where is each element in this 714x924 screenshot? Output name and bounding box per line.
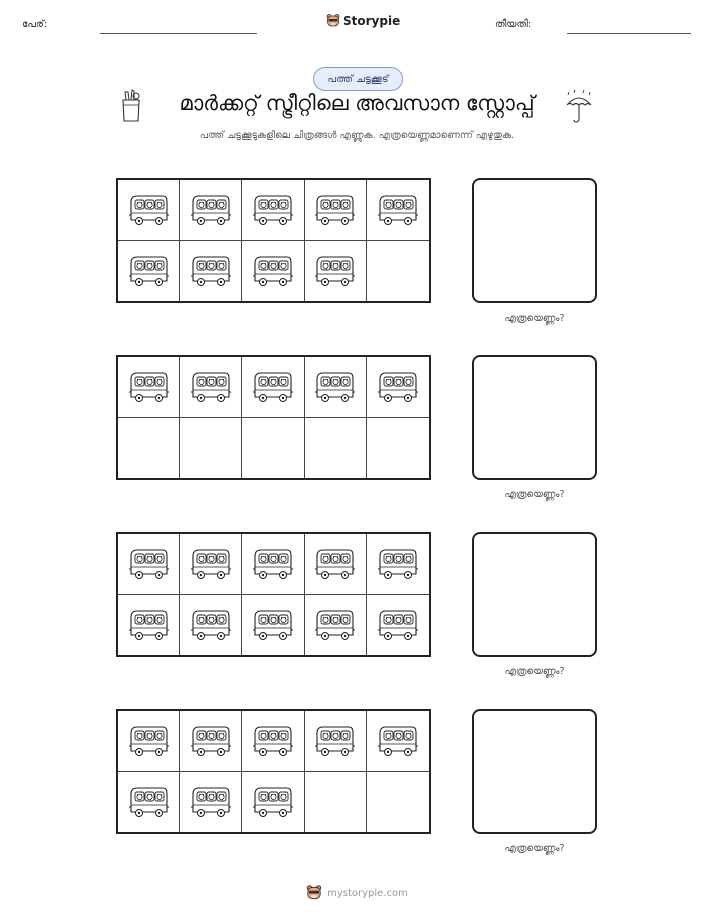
- bus-with-animals-icon: [128, 724, 170, 758]
- bus-with-animals-icon: [252, 608, 294, 642]
- frame-cell: [305, 772, 367, 833]
- bus-with-animals-icon: [190, 724, 232, 758]
- bus-with-animals-icon: [190, 193, 232, 227]
- storypie-mascot-icon: [306, 884, 322, 902]
- frame-cell: [305, 711, 367, 772]
- frame-cell: [367, 241, 429, 302]
- frame-cell: [242, 711, 304, 772]
- brand-logo: [326, 13, 400, 29]
- bus-with-animals-icon: [314, 193, 356, 227]
- frame-cell: [367, 595, 429, 656]
- how-many-label-3: എത്രയെണ്ണം?: [504, 666, 565, 677]
- frame-cell: [118, 772, 180, 833]
- bus-with-animals-icon: [128, 785, 170, 819]
- frame-cell: [305, 595, 367, 656]
- bus-with-animals-icon: [314, 254, 356, 288]
- date-line[interactable]: [567, 33, 691, 34]
- how-many-label-4: എത്രയെണ്ണം?: [504, 843, 565, 854]
- bus-with-animals-icon: [252, 254, 294, 288]
- how-many-label-1: എത്രയെണ്ണം?: [504, 313, 565, 324]
- bus-with-animals-icon: [314, 724, 356, 758]
- storypie-mascot-icon: [326, 13, 340, 29]
- frame-cell: [118, 241, 180, 302]
- frame-cell: [118, 534, 180, 595]
- bus-with-animals-icon: [314, 608, 356, 642]
- answer-box-1[interactable]: [472, 178, 597, 303]
- answer-box-3[interactable]: [472, 532, 597, 657]
- frame-cell: [180, 711, 242, 772]
- frame-cell: [367, 711, 429, 772]
- frame-cell: [242, 534, 304, 595]
- frame-cell: [242, 180, 304, 241]
- bus-with-animals-icon: [252, 370, 294, 404]
- frame-cell: [180, 595, 242, 656]
- instructions: പത്ത് ചട്ടക്കൂടുകളിലെ ചിത്രങ്ങൾ എണ്ണുക. എത്രയെണ്ണമാണെന്ന് എഴുതുക.: [199, 130, 515, 141]
- ten-frame-4: [116, 709, 431, 834]
- frame-cell: [305, 180, 367, 241]
- bus-with-animals-icon: [377, 193, 419, 227]
- frame-cell: [118, 595, 180, 656]
- bus-with-animals-icon: [314, 370, 356, 404]
- frame-cell: [367, 180, 429, 241]
- frame-cell: [118, 711, 180, 772]
- bus-with-animals-icon: [252, 193, 294, 227]
- bus-with-animals-icon: [190, 785, 232, 819]
- frame-cell: [180, 241, 242, 302]
- bus-with-animals-icon: [252, 547, 294, 581]
- bus-with-animals-icon: [314, 547, 356, 581]
- frame-cell: [180, 772, 242, 833]
- umbrella-rain-icon: [564, 89, 594, 125]
- frame-cell: [180, 534, 242, 595]
- worksheet-type-badge: പത്ത് ചട്ടക്കൂട്: [313, 67, 403, 91]
- frame-cell: [118, 357, 180, 418]
- bus-with-animals-icon: [190, 608, 232, 642]
- bus-with-animals-icon: [252, 724, 294, 758]
- frame-cell: [118, 180, 180, 241]
- frame-cell: [180, 357, 242, 418]
- frame-cell: [242, 357, 304, 418]
- bus-with-animals-icon: [377, 547, 419, 581]
- name-label: പേര്:: [22, 19, 48, 30]
- frame-cell: [305, 241, 367, 302]
- bus-with-animals-icon: [128, 547, 170, 581]
- bus-with-animals-icon: [377, 724, 419, 758]
- bus-with-animals-icon: [128, 608, 170, 642]
- page-title: മാർക്കറ്റ് സ്ട്രീറ്റിലെ അവസാന സ്റ്റോപ്പ്: [179, 91, 535, 115]
- brand-name: Storypie: [343, 14, 401, 28]
- frame-cell: [180, 180, 242, 241]
- bus-with-animals-icon: [252, 785, 294, 819]
- frame-cell: [305, 418, 367, 479]
- frame-cell: [305, 534, 367, 595]
- date-label: തീയതി:: [495, 19, 532, 30]
- how-many-label-2: എത്രയെണ്ണം?: [504, 489, 565, 500]
- ten-frame-3: [116, 532, 431, 657]
- frame-cell: [367, 534, 429, 595]
- frame-cell: [242, 595, 304, 656]
- answer-box-2[interactable]: [472, 355, 597, 480]
- bus-with-animals-icon: [377, 370, 419, 404]
- frame-cell: [180, 418, 242, 479]
- frame-cell: [367, 357, 429, 418]
- bus-with-animals-icon: [377, 608, 419, 642]
- frame-cell: [367, 418, 429, 479]
- footer: [0, 884, 714, 902]
- footer-url[interactable]: mystorypie.com: [327, 887, 408, 899]
- frame-cell: [118, 418, 180, 479]
- bus-with-animals-icon: [128, 370, 170, 404]
- frame-cell: [242, 772, 304, 833]
- ten-frame-1: [116, 178, 431, 303]
- name-line[interactable]: [100, 33, 257, 34]
- bus-with-animals-icon: [190, 547, 232, 581]
- frame-cell: [242, 418, 304, 479]
- answer-box-4[interactable]: [472, 709, 597, 834]
- frame-cell: [242, 241, 304, 302]
- ten-frame-2: [116, 355, 431, 480]
- bus-with-animals-icon: [190, 370, 232, 404]
- bus-with-animals-icon: [128, 193, 170, 227]
- frame-cell: [367, 772, 429, 833]
- bus-with-animals-icon: [128, 254, 170, 288]
- frame-cell: [305, 357, 367, 418]
- bus-with-animals-icon: [190, 254, 232, 288]
